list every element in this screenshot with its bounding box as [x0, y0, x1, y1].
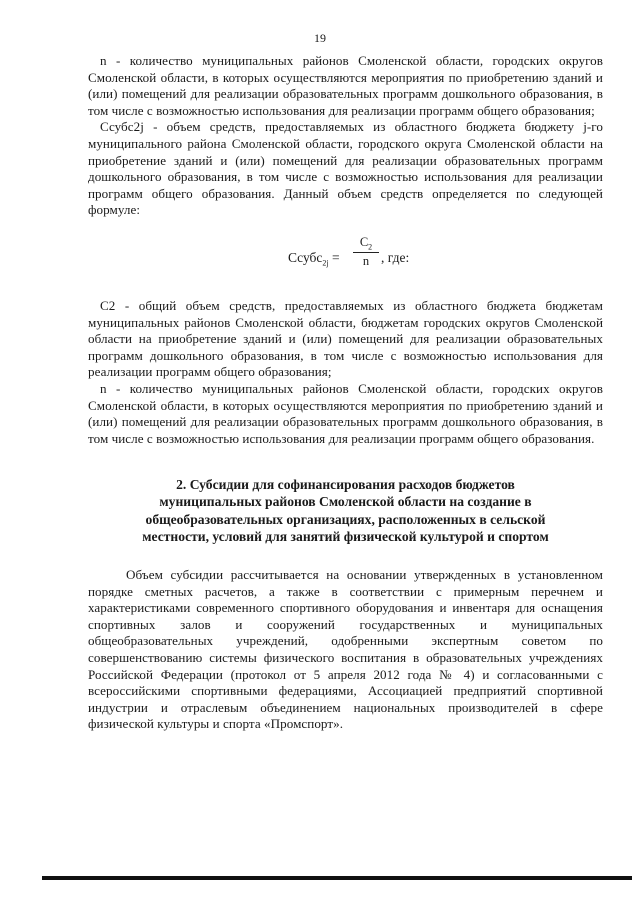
page-number: 19 [314, 31, 326, 45]
paragraph-subsidy-volume: Объем субсидии рассчитывается на основании утвержденных в установленном порядке сметных расчетов, а также в соответствии с примерным перечнем и характеристиками современного спортивного оборудования и инвентаря для оснащения спортивных залов и сооружений государственных и муниципальных общеобразовательных учреждений, одобренными экспертным советом по совершенствованию системы физического воспитания в образовательных учреждениях Российской Федерации (протокол от 5 апреля 2012 года № 4) и согласованными с всероссийскими спортивными федерациями, Ассоциацией предприятий спортивной индустрии и отраслевым объединением национальных производителей в сфере физической культуры и спорта «Промспорт». [88, 567, 603, 732]
paragraph-ssubs-definition: Ссубс2j - объем средств, предоставляемых из областного бюджета бюджету j-го муниципального района Смоленской области, городского округа Смоленской области на приобретение зданий и (или) помещений для реализации образовательных программ дошкольного образования, в том числе с возможностью использования для реализации программ общего образования. Данный объем средств определяется по следующей формуле: [88, 119, 603, 218]
paragraph-n-definition-repeat: n - количество муниципальных районов Смоленской области, городских округов Смоленской области, в которых осуществляются мероприятия по приобретению зданий и (или) помещений для реализации образовательных программ дошкольного образования, в том числе с возможностью использования для реализации программ общего образования. [88, 380, 603, 446]
document-body [88, 53, 603, 733]
formula-denominator: n [362, 254, 370, 269]
bottom-rule [42, 876, 632, 880]
section-heading-line: местности, условий для занятий физической культурой и спортом [142, 528, 549, 544]
formula-fraction [353, 235, 379, 270]
section-heading-line: 2. Субсидии для софинансирования расходов бюджетов [176, 477, 515, 493]
paragraph-n-definition: n - количество муниципальных районов Смоленской области, городских округов Смоленской области, в которых осуществляются мероприятия по приобретению зданий и (или) помещений для реализации образовательных программ дошкольного образования, в том числе с возможностью использования для реализации программ общего образования; [88, 53, 603, 118]
section-heading-line: муниципальных районов Смоленской области на создание в [159, 494, 532, 510]
formula-numerator: $C_2$ [359, 234, 373, 252]
formula-tail: , где: [381, 249, 410, 265]
fraction-bar [353, 252, 379, 253]
paragraph-c2-definition: С2 - общий объем средств, предоставляемых из областного бюджета бюджетам муниципальных районов Смоленской области, бюджетам городских округов Смоленской области на приобретение зданий и (или) помещений для реализации образовательных программ дошкольного образования, в том числе с возможностью использования для реализации программ общего образования; [88, 297, 603, 380]
section-heading [88, 476, 603, 545]
formula [88, 234, 603, 286]
section-heading-line: общеобразовательных организациях, расположенных в сельской [145, 511, 546, 527]
formula-lhs: Ссубс$_{2j}$ = [288, 249, 340, 268]
